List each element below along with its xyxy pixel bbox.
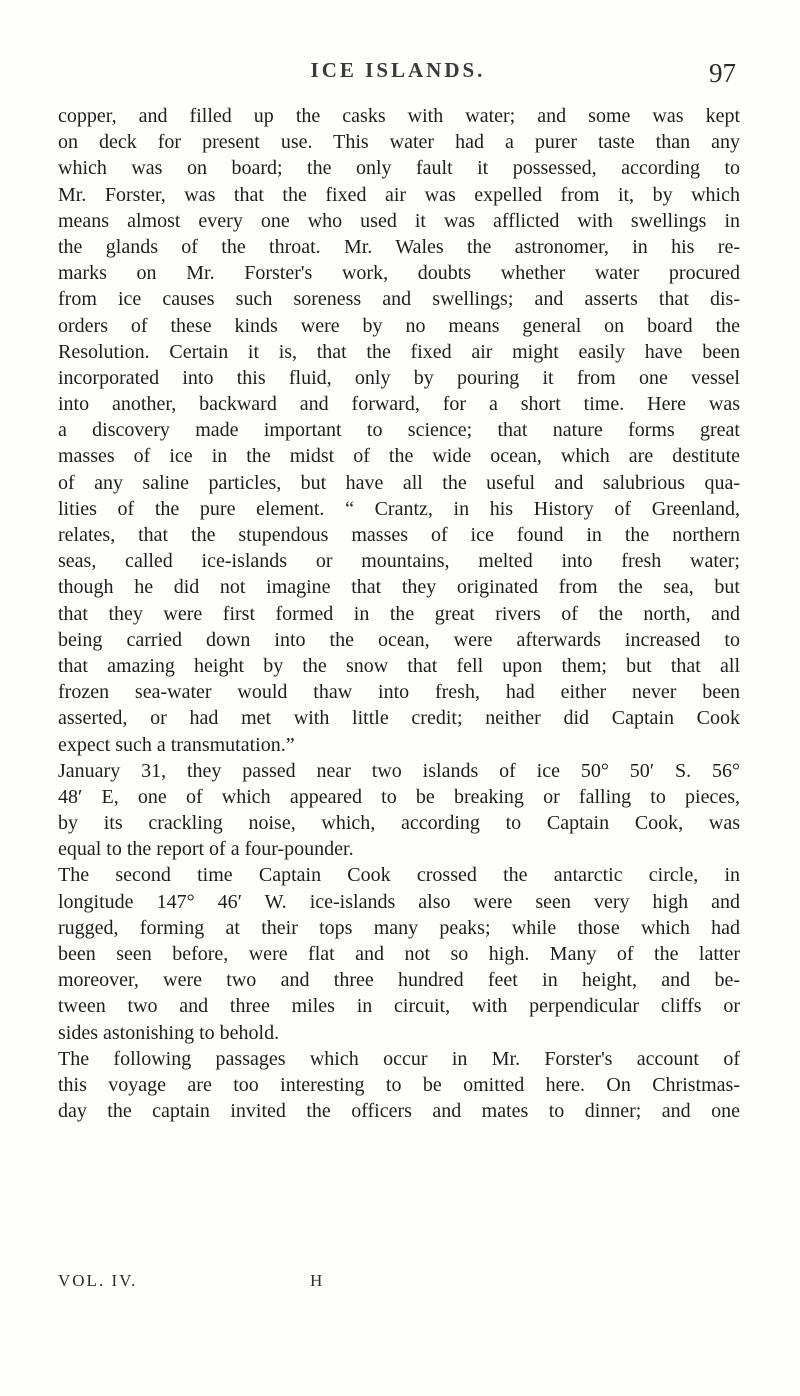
text-line: The second time Captain Cook crossed the antarctic circle, in: [58, 864, 740, 887]
text-line: of any saline particles, but have all the useful and salubrious qua-: [58, 471, 740, 494]
text-line: day the captain invited the officers and mates to dinner; and one: [58, 1100, 740, 1123]
text-line: on deck for present use. This water had a purer taste than any: [58, 131, 740, 154]
text-line: rugged, forming at their tops many peaks; while those which had: [58, 916, 740, 939]
text-line: frozen sea-water would thaw into fresh, had either never been: [58, 681, 740, 704]
text-line: marks on Mr. Forster's work, doubts whether water procured: [58, 262, 740, 285]
body-text: [58, 103, 740, 1124]
text-line: Mr. Forster, was that the fixed air was expelled from it, by which: [58, 183, 740, 206]
text-line: into another, backward and forward, for a short time. Here was: [58, 393, 740, 416]
text-line: from ice causes such soreness and swellings; and asserts that dis-: [58, 288, 740, 311]
text-line: means almost every one who used it was afflicted with swellings in: [58, 209, 740, 232]
text-line: Resolution. Certain it is, that the fixed air might easily have been: [58, 340, 740, 363]
text-line: January 31, they passed near two islands of ice 50° 50′ S. 56°: [58, 759, 740, 782]
running-title: ICE ISLANDS.: [310, 58, 486, 82]
text-line: being carried down into the ocean, were afterwards increased to: [58, 628, 740, 651]
text-line: which was on board; the only fault it possessed, according to: [58, 157, 740, 180]
text-line: moreover, were two and three hundred feet in height, and be-: [58, 969, 740, 992]
text-line: this voyage are too interesting to be omitted here. On Christmas-: [58, 1073, 740, 1096]
text-line: seas, called ice-islands or mountains, melted into fresh water;: [58, 550, 740, 573]
text-line: lities of the pure element. “ Crantz, in his History of Greenland,: [58, 497, 740, 520]
volume-mark: VOL. IV.: [58, 1271, 138, 1290]
text-line: that they were first formed in the great rivers of the north, and: [58, 602, 740, 625]
text-line: though he did not imagine that they originated from the sea, but: [58, 576, 740, 599]
text-line: a discovery made important to science; that nature forms great: [58, 419, 740, 442]
text-line: asserted, or had met with little credit; neither did Captain Cook: [58, 707, 740, 730]
page-number: 97: [709, 58, 736, 88]
text-line: longitude 147° 46′ W. ice-islands also were seen very high and: [58, 890, 740, 913]
text-line: orders of these kinds were by no means general on board the: [58, 314, 740, 337]
text-line: that amazing height by the snow that fell upon them; but that all: [58, 654, 740, 677]
text-line: been seen before, were flat and not so high. Many of the latter: [58, 943, 740, 965]
text-line: masses of ice in the midst of the wide ocean, which are destitute: [58, 445, 740, 468]
text-line: by its crackling noise, which, according to Captain Cook, was: [58, 812, 740, 835]
text-line: 48′ E, one of which appeared to be breaking or falling to pieces,: [58, 785, 740, 808]
text-line: The following passages which occur in Mr. Forster's account of: [58, 1047, 740, 1070]
text-line: the glands of the throat. Mr. Wales the astronomer, in his re-: [58, 235, 740, 258]
text-line: incorporated into this fluid, only by pouring it from one vessel: [58, 366, 740, 389]
signature-mark: H: [310, 1271, 325, 1290]
paragraph-end-line: sides astonishing to behold.: [58, 1021, 280, 1044]
text-line: relates, that the stupendous masses of ice found in the northern: [58, 524, 740, 546]
text-line: copper, and filled up the casks with water; and some was kept: [58, 105, 740, 127]
page-footer: [58, 1271, 740, 1301]
paragraph-end-line: equal to the report of a four-pounder.: [58, 838, 354, 861]
text-line: tween two and three miles in circuit, with perpendicular cliffs or: [58, 995, 740, 1018]
running-head: [58, 58, 738, 98]
paragraph-end-line: expect such a transmutation.”: [58, 733, 295, 756]
